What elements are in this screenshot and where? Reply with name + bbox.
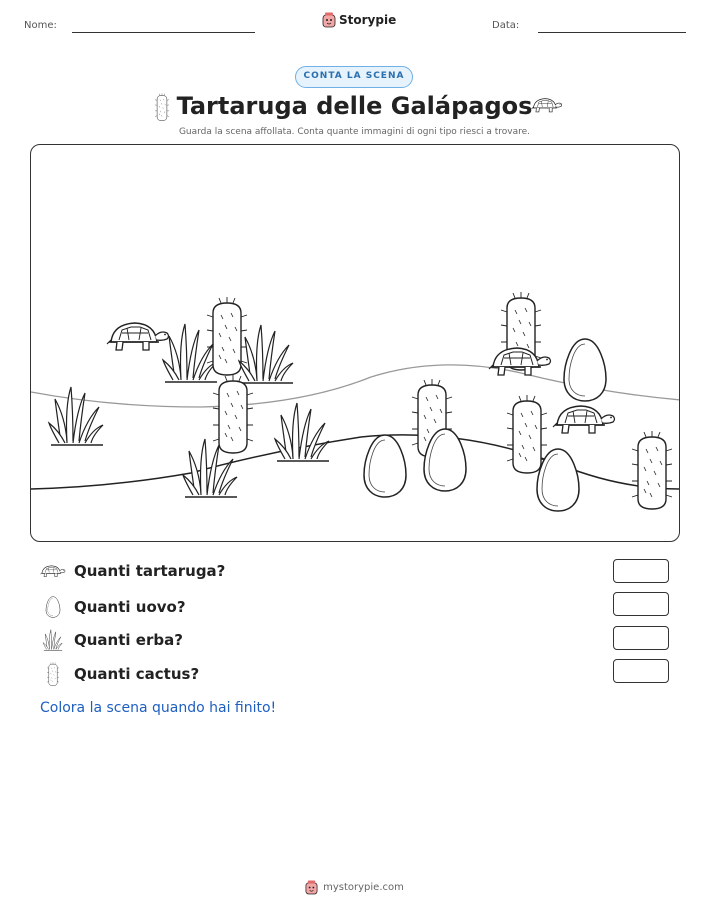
storypie-logo-icon (322, 12, 336, 28)
tortoise-icon (531, 97, 563, 113)
storypie-logo-icon (305, 880, 318, 895)
tortoise-1 (107, 323, 169, 350)
section-badge: CONTA LA SCENA (295, 66, 413, 88)
coloring-instruction: Colora la scena quando hai finito! (40, 700, 277, 716)
footer-url[interactable]: mystorypie.com (323, 882, 404, 893)
answer-box-grass[interactable] (613, 626, 669, 650)
question-tortoise (40, 562, 225, 580)
front-hill-line (31, 435, 680, 489)
answer-box-cactus[interactable] (613, 659, 669, 683)
answer-box-egg[interactable] (613, 592, 669, 616)
grass-1 (163, 324, 217, 382)
page-title: Tartaruga delle Galápagos (176, 92, 533, 120)
tortoise-3 (553, 406, 615, 433)
scene-illustration[interactable] (30, 144, 680, 542)
footer (0, 880, 709, 895)
egg-1 (564, 339, 606, 401)
question-grass (40, 629, 183, 651)
question-cactus (40, 662, 199, 686)
date-label: Data: (492, 20, 520, 31)
page-subtitle: Guarda la scena affollata. Conta quante immagini di ogni tipo riesci a trovare. (178, 127, 531, 137)
grass-4 (275, 403, 329, 461)
grass-3 (49, 387, 103, 445)
question-label: Quanti uovo? (74, 598, 186, 616)
cactus-icon (40, 662, 66, 686)
cactus-6 (632, 431, 672, 509)
cactus-5 (507, 395, 547, 473)
egg-icon (40, 596, 66, 618)
logo (322, 12, 396, 28)
answer-box-tortoise[interactable] (613, 559, 669, 583)
date-line[interactable] (538, 32, 686, 33)
cactus-3 (213, 375, 253, 453)
tortoise-icon (40, 564, 66, 578)
grass-2 (239, 325, 293, 383)
question-label: Quanti erba? (74, 631, 183, 649)
name-line[interactable] (72, 32, 255, 33)
question-label: Quanti tartaruga? (74, 562, 226, 580)
question-egg (40, 596, 186, 618)
grass-icon (40, 629, 66, 651)
name-label: Nome: (24, 20, 57, 31)
question-label: Quanti cactus? (74, 665, 200, 683)
egg-2 (364, 435, 406, 497)
brand-name: Storypie (339, 13, 397, 27)
tortoise-2 (489, 348, 551, 375)
